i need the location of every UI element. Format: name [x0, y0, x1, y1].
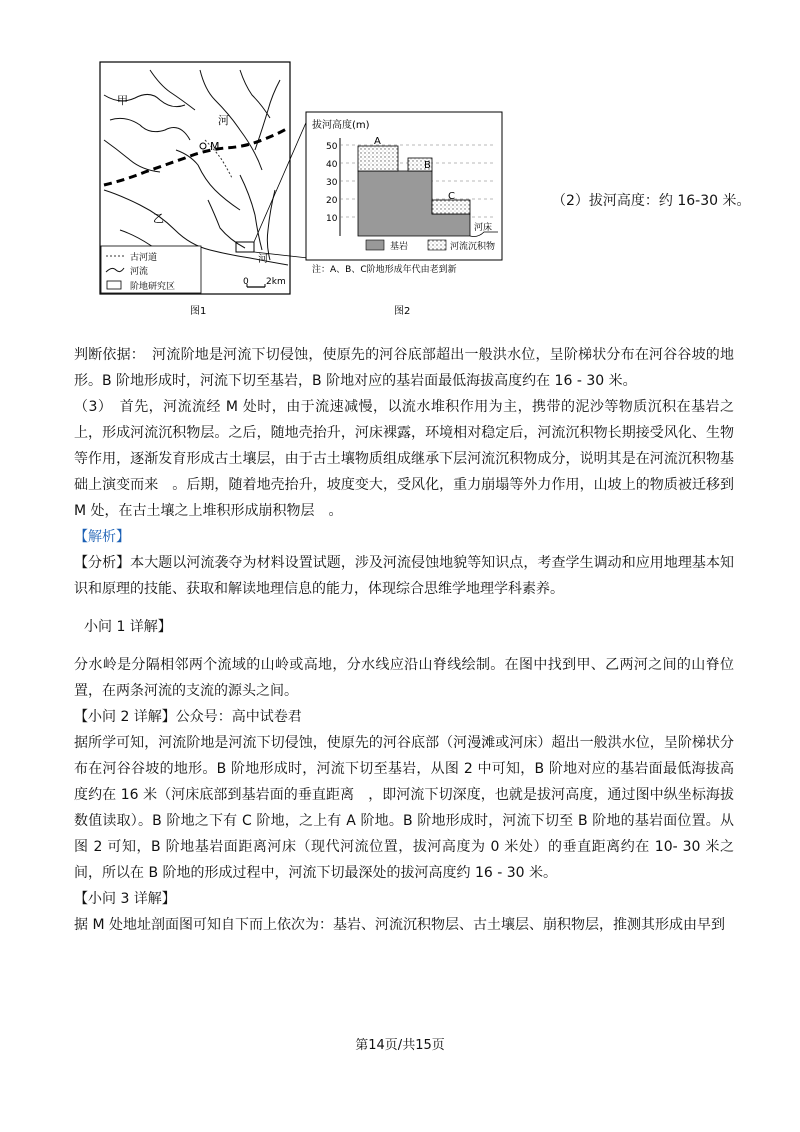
q1-paragraph: 分水岭是分隔相邻两个流域的山岭或高地，分水线应沿山脊线绘制。在图中找到甲、乙两河之间的山脊位置，在两条河流的支流的源头之间。	[74, 657, 734, 699]
svg-text:30: 30	[326, 178, 338, 188]
basis-paragraph: 判断依据： 河流阶地是河流下切侵蚀，使原先的河谷底部超出一般洪水位，呈阶梯状分布在河谷谷坡的地形。B 阶地形成时，河流下切至基岩，B 阶地对应的基岩面最低海拔高度约在 16 - 30 米。	[74, 347, 734, 389]
legend-river: 河流	[130, 267, 149, 277]
q3-paragraph: 据 M 处地址剖面图可知自下而上依次为：基岩、河流沉积物层、古土壤层、崩积物层，推测其形成由早到	[74, 917, 725, 933]
svg-text:40: 40	[326, 160, 338, 170]
svg-text:C: C	[448, 191, 455, 202]
answer3-paragraph: （3） 首先，河流流经 M 处时，由于流速减慢，以流水堆积作用为主，携带的泥沙等物质沉积在基岩之上，形成河流沉积物层。之后，随地壳抬升，河床裸露，环境相对稳定后，河流沉积物长期接受风化、生物等作用，逐渐发育形成古土壤层，由于古土壤物质组成继承下层河流沉积物成分，说明其是在河流沉积物基础上演变而来 。后期，随着地壳抬升，坡度变大，受风化，重力崩塌等外力作用，山坡上的物质被迁移到 M 处，在古土壤之上堆积形成崩积物层 。	[74, 399, 734, 519]
svg-text:M: M	[210, 140, 220, 153]
svg-text:基岩: 基岩	[390, 242, 409, 252]
svg-text:10: 10	[326, 214, 338, 224]
svg-text:A: A	[374, 136, 381, 147]
answer-2: （2）拔河高度：约 16-30 米。	[552, 193, 751, 209]
q3-title: 【小问 3 详解】	[74, 891, 176, 907]
m-point-marker	[200, 143, 206, 149]
q2-paragraph: 据所学可知，河流阶地是河流下切侵蚀，使原先的河谷底部（河漫滩或河床）超出一般洪水位，呈阶梯状分布在河谷谷坡的地形。B 阶地形成时，河流下切至基岩，从图 2 中可知，B 阶地对应的基岩面最低海拔高度约在 16 米（河床底部到基岩面的垂直距离 ，即河流下切深度，也就是拔河高度，通过图中纵坐标海拔数值读取）。B 阶地之下有 C 阶地，之上有 A 阶地。B 阶地形成时，河流下切至 B 阶地的基岩面位置。从图 2 可知，B 阶地基岩面距离河床（现代河流位置，拔河高度为 0 米处）的垂直距离约在 10- 30 米之间，所以在 B 阶地的形成过程中，河流下切最深处的拔河高度约 16 - 30 米。	[74, 735, 734, 881]
q1-title: 小问 1 详解】	[84, 619, 172, 635]
q2-title: 【小问 2 详解】公众号：高中试卷君	[74, 709, 302, 725]
svg-text:河流沉积物: 河流沉积物	[450, 242, 496, 252]
fenxi-paragraph: 【分析】本大题以河流袭夺为材料设置试题，涉及河流侵蚀地貌等知识点，考查学生调动和应用地理基本知识和原理的技能、获取和解读地理信息的能力，体现综合思维学地理学科素养。	[74, 555, 734, 597]
legend-old-channel: 古河道	[130, 253, 158, 263]
terrace-a-sediment	[358, 146, 398, 171]
terrace-c-sediment	[432, 200, 470, 214]
figure1-caption: 图1	[190, 306, 207, 317]
label-he-bottom: 河	[258, 254, 268, 265]
svg-text:0: 0	[243, 277, 249, 287]
profile-note: 注：A、B、C阶地形成年代由老到新	[312, 265, 457, 275]
figure1-map	[100, 62, 308, 317]
jiexi-heading: 【解析】	[74, 529, 130, 545]
legend-study-area: 阶地研究区	[130, 282, 176, 292]
figure2-profile	[306, 112, 502, 317]
label-jia: 甲	[117, 94, 128, 107]
figures-svg	[0, 0, 800, 330]
svg-text:河床: 河床	[474, 223, 493, 233]
svg-text:2km: 2km	[266, 277, 286, 287]
figure2-caption: 图2	[394, 306, 411, 317]
profile-ylabel: 拔河高度(m)	[312, 120, 370, 131]
page-footer: 第14页/共15页	[355, 1038, 445, 1053]
svg-text:20: 20	[326, 196, 338, 206]
figure-area	[0, 0, 800, 330]
svg-text:50: 50	[326, 142, 338, 152]
solution-content	[74, 342, 734, 938]
label-yi: 乙	[153, 212, 164, 225]
svg-text:B: B	[424, 160, 431, 171]
label-he-top: 河	[218, 114, 229, 127]
